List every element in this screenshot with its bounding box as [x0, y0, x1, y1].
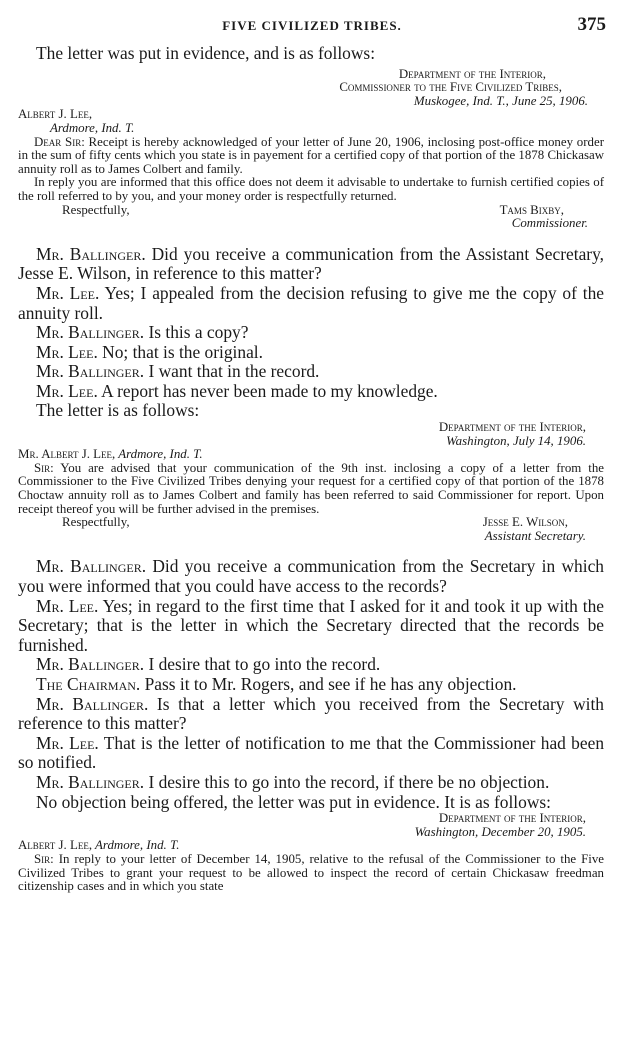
letter-december: [18, 812, 604, 894]
speech: I want that in the record.: [144, 361, 320, 382]
running-title: FIVE CIVILIZED TRIBES.: [222, 18, 402, 33]
testimony-line: [18, 362, 604, 382]
letter3-address: Ardmore, Ind. T.: [92, 838, 180, 853]
letter3-salutation: Sir:: [34, 851, 54, 866]
speech: Yes; I appealed from the decision refusing to give me the copy of the annuity roll.: [18, 282, 604, 323]
testimony-line: [18, 773, 604, 793]
speaker: Mr. Lee.: [36, 282, 100, 303]
letter1-signature-row: [18, 204, 604, 218]
letter2-place-date: Washington, July 14, 1906.: [446, 433, 586, 448]
testimony-line: [18, 382, 604, 402]
letter2-closing: Respectfully,: [62, 515, 130, 530]
intro-sentence: The letter was put in evidence, and is as follows:: [36, 43, 376, 63]
page-body: [18, 44, 604, 894]
testimony-line: [18, 597, 604, 656]
testimony-block-2: [18, 557, 604, 812]
speaker: Mr. Ballinger.: [36, 771, 145, 792]
letter2-address-line: [18, 448, 604, 462]
letter1-commissioner: Commissioner to the Five Civilized Tribes,: [339, 80, 562, 95]
letter2-salutation: Sir:: [34, 460, 54, 475]
speech: I desire that to go into the record.: [144, 654, 381, 675]
speaker: Mr. Lee.: [36, 732, 99, 753]
letter1-place-date: Muskogee, Ind. T., June 25, 1906.: [413, 93, 588, 108]
letter2-para1: [18, 462, 604, 516]
letter3-addressee: Albert J. Lee,: [18, 838, 93, 853]
speaker: Mr. Ballinger.: [36, 556, 147, 577]
speech: Yes; in regard to the first time that I asked for it and took it up with the Secretary; that is the letter in which the Secretary directed that the records be furnished.: [18, 595, 605, 655]
letter2-addressee: Mr. Albert J. Lee,: [18, 447, 116, 462]
speech: Did you receive a communication from the Secretary in which you were informed that you could have access to the records?: [18, 556, 604, 596]
testimony-line: [18, 557, 604, 596]
letter3-place-date: Washington, December 20, 1905.: [414, 824, 586, 839]
letter-wilson: [18, 421, 604, 543]
speech: Did you receive a communication from the Assistant Secretary, Jesse E. Wilson, in reference to this matter?: [18, 243, 604, 284]
testimony-line: [18, 284, 604, 323]
letter2-dept: Department of the Interior,: [438, 420, 586, 435]
testimony-line: [18, 695, 604, 734]
speaker: Mr. Ballinger.: [36, 322, 145, 343]
speaker: Mr. Ballinger.: [36, 361, 145, 382]
speech: A report has never been made to my knowledge.: [97, 380, 438, 401]
testimony-line: [18, 323, 604, 343]
letter2-signer: Jesse E. Wilson,: [482, 515, 568, 530]
testimony-line: [18, 655, 604, 675]
speaker: Mr. Lee.: [36, 341, 98, 362]
letter2-signature-row: [18, 516, 604, 530]
running-header: [0, 14, 624, 38]
no-objection-sentence: No objection being offered, the letter was put in evidence. It is as follows:: [36, 791, 551, 812]
letter2-signer-title: Assistant Secretary.: [484, 528, 586, 543]
letter3-dept: Department of the Interior,: [438, 811, 586, 826]
speech: That is the letter of notification to me that the Commissioner had been so notified.: [18, 732, 605, 773]
letter1-para1: [18, 136, 604, 177]
page-number: 375: [577, 14, 606, 35]
speech: I desire this to go into the record, if there be no objection.: [144, 771, 550, 792]
intro-sentence-2: The letter is as follows:: [36, 400, 200, 421]
letter1-para1-text: Receipt is hereby acknowledged of your letter of June 20, 1906, inclosing post-office money order in the sum of fifty cents which you state is in payement for a certified copy of that portion of the 1878 Chickasaw annuity roll as to James Colbert and family.: [18, 134, 604, 176]
letter1-signer: Tams Bixby,: [499, 202, 564, 217]
letter1-para2: In reply you are informed that this office does not deem it advisable to undertake to furnish certified copies of the roll referred to by you, and your money order is respectfully returned.: [18, 175, 604, 203]
letter3-para1: [18, 853, 604, 894]
testimony-line: [18, 245, 604, 284]
letter-bixby: [18, 68, 604, 231]
speech: Is that a letter which you received from the Secretary with reference to this matter?: [18, 693, 604, 734]
letter1-closing: Respectfully,: [62, 202, 130, 217]
testimony-line: [18, 675, 604, 695]
speaker: The Chairman.: [36, 673, 141, 694]
letter2-para1-text: You are advised that your communication of the 9th inst. inclosing a copy of a letter from the Commissioner to the Five Civilized Tribes denying your request for a certified copy of that portion of the 1878 Choctaw annuity roll as to James Colbert and family has been referred to said Commissioner for report. Upon receipt thereof you will be further advised in the premises.: [18, 460, 604, 516]
speaker: Mr. Ballinger.: [36, 243, 146, 264]
speaker: Mr. Ballinger.: [36, 693, 149, 714]
letter1-address: Ardmore, Ind. T.: [50, 120, 135, 135]
speaker: Mr. Lee.: [36, 595, 99, 616]
speech: Pass it to Mr. Rogers, and see if he has any objection.: [140, 673, 517, 694]
letter1-addressee: Albert J. Lee,: [18, 107, 93, 122]
letter1-dept: Department of the Interior,: [398, 66, 546, 81]
speaker: Mr. Lee.: [36, 380, 98, 401]
letter1-signer-title: Commissioner.: [511, 216, 588, 231]
speaker: Mr. Ballinger.: [36, 654, 145, 675]
letter3-para1-text: In reply to your letter of December 14, 1905, relative to the refusal of the Commissioner to the Five Civilized Tribes to grant your request to be allowed to inspect the record of certain Chickasaw freedman citizenship cases and in which you state: [18, 851, 604, 894]
speech: Is this a copy?: [144, 322, 249, 343]
testimony-block-1: [18, 245, 604, 421]
testimony-line: [18, 734, 604, 773]
testimony-line: [18, 343, 604, 363]
letter3-address-line: [18, 839, 604, 853]
letter2-address: Ardmore, Ind. T.: [115, 447, 203, 462]
speech: No; that is the original.: [97, 341, 263, 362]
letter1-salutation: Dear Sir:: [34, 134, 85, 149]
